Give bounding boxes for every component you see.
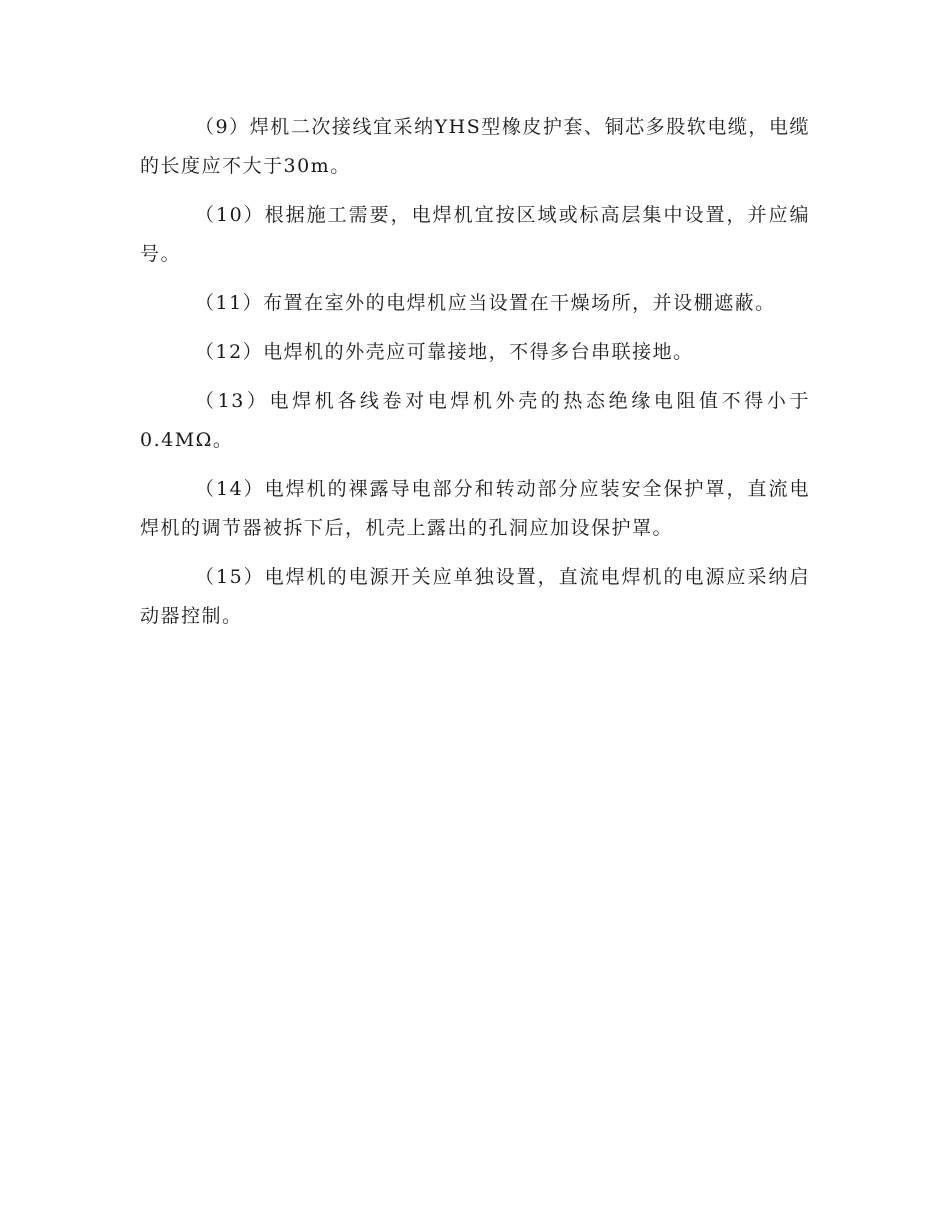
paragraph-item-14: （14）电焊机的裸露导电部分和转动部分应装安全保护罩，直流电焊机的调节器被拆下后，机壳上露出的孔洞应加设保护罩。: [140, 478, 810, 539]
paragraph-item-15: （15）电焊机的电源开关应单独设置，直流电焊机的电源应采纳启动器控制。: [140, 566, 810, 627]
paragraph-item-10: （10）根据施工需要，电焊机宜按区域或标高层集中设置，并应编号。: [140, 204, 810, 265]
paragraph-item-12: （12）电焊机的外壳应可靠接地，不得多台串联接地。: [195, 341, 694, 363]
paragraph-item-13: （13）电焊机各线卷对电焊机外壳的热态绝缘电阻值不得小于0.4MΩ。: [140, 390, 810, 451]
paragraph-item-9: （9）焊机二次接线宜采纳YHS型橡皮护套、铜芯多股软电缆，电缆的长度应不大于30m。: [140, 116, 810, 177]
document-body: [140, 108, 810, 646]
paragraph-item-11: （11）布置在室外的电焊机应当设置在干燥场所，并设棚遮蔽。: [195, 292, 776, 314]
